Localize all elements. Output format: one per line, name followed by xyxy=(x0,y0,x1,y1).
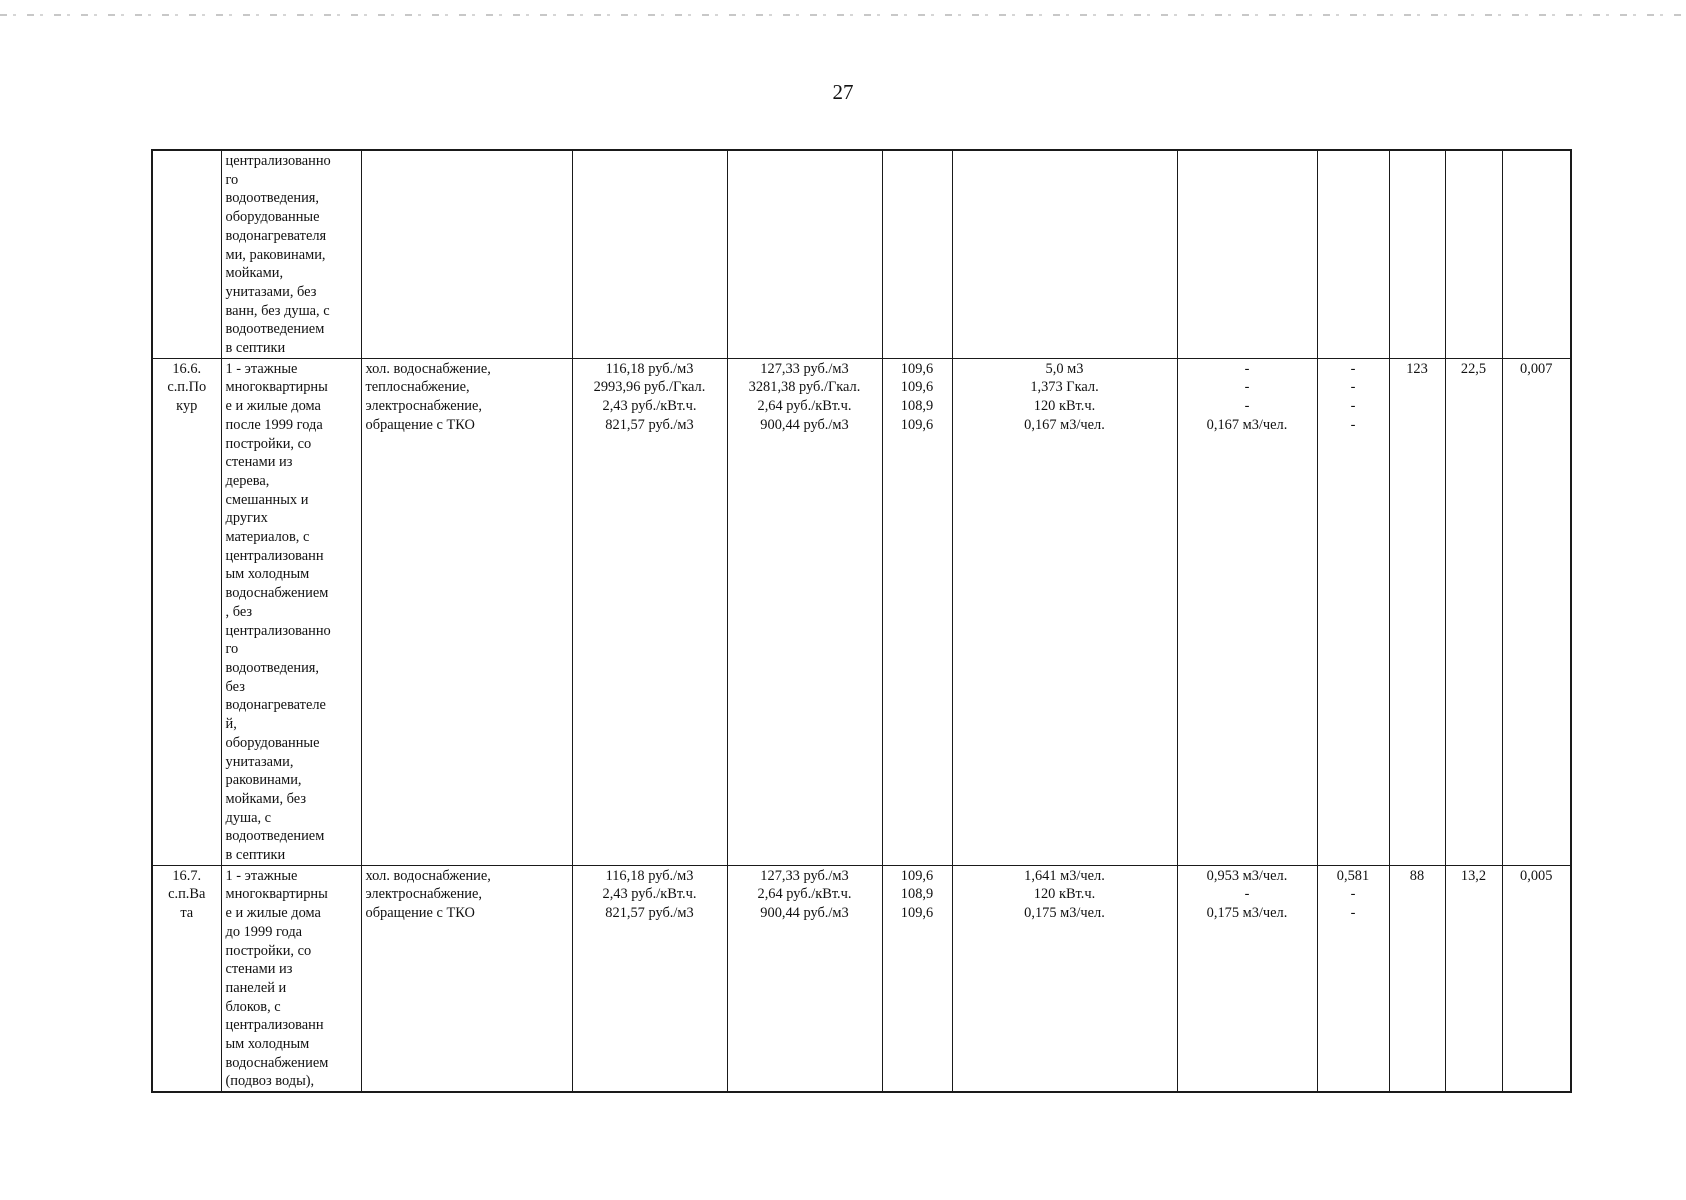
cell-line: 0,953 м3/чел. xyxy=(1206,867,1288,884)
cell-line: оборудованные xyxy=(225,209,320,226)
cell-line: в септики xyxy=(225,847,286,864)
cell-line: 821,57 руб./м3 xyxy=(605,905,694,922)
cell-volume-2 xyxy=(1177,358,1317,865)
cell-volume-3 xyxy=(1317,358,1389,865)
cell-description xyxy=(221,358,361,865)
cell-line: го xyxy=(225,171,239,188)
cell-line: (подвоз воды), xyxy=(225,1073,315,1090)
cell-line: 2,64 руб./кВт.ч. xyxy=(757,398,852,415)
cell-line: 0,581 xyxy=(1336,867,1370,884)
cell-services xyxy=(361,150,572,358)
cell-line: многоквартирны xyxy=(225,886,328,903)
cell-line: 16.7. xyxy=(172,867,202,884)
cell-line: хол. водоснабжение, xyxy=(365,360,491,377)
cell-volume xyxy=(952,865,1177,1092)
cell-line: - xyxy=(1244,360,1250,377)
cell-line: й, xyxy=(225,716,237,733)
cell-line: других xyxy=(225,510,268,527)
cell-value-1 xyxy=(1389,150,1445,358)
cell-line: 1,373 Гкал. xyxy=(1030,379,1099,396)
cell-value-2: 22,5 xyxy=(1445,358,1502,865)
cell-line: 109,6 xyxy=(900,416,934,433)
cell-services xyxy=(361,865,572,1092)
cell-line: , без xyxy=(225,603,253,620)
cell-line: кур xyxy=(176,398,198,415)
cell-line: - xyxy=(1350,886,1356,903)
cell-line: стенами из xyxy=(225,961,293,978)
cell-line: в септики xyxy=(225,340,286,357)
cell-description xyxy=(221,150,361,358)
cell-line: 3281,38 руб./Гкал. xyxy=(748,379,861,396)
cell-line: - xyxy=(1244,379,1250,396)
cell-tariff-prev xyxy=(572,865,727,1092)
cell-services xyxy=(361,358,572,865)
cell-line: ми, раковинами, xyxy=(225,246,326,263)
table-row xyxy=(152,865,1571,1092)
cell-line: 116,18 руб./м3 xyxy=(605,360,694,377)
cell-line: 108,9 xyxy=(900,398,934,415)
cell-line: водоотведения, xyxy=(225,659,320,676)
cell-line: го xyxy=(225,641,239,658)
cell-line: панелей и xyxy=(225,979,287,996)
cell-tariff-new xyxy=(727,150,882,358)
cell-index xyxy=(882,865,952,1092)
cell-line: 1 - этажные xyxy=(225,360,298,377)
cell-line: централизованн xyxy=(225,1017,324,1034)
cell-line: хол. водоснабжение, xyxy=(365,867,491,884)
cell-line: водоотведением xyxy=(225,828,325,845)
cell-volume-2 xyxy=(1177,865,1317,1092)
cell-line: 1 - этажные xyxy=(225,867,298,884)
page-number: 27 xyxy=(832,80,854,104)
cell-line: - xyxy=(1350,360,1356,377)
cell-line: централизованно xyxy=(225,153,331,169)
cell-line: унитазами, без xyxy=(225,283,317,300)
cell-line: - xyxy=(1244,886,1250,903)
cell-line: - xyxy=(1350,398,1356,415)
cell-line: электроснабжение, xyxy=(365,886,482,903)
cell-line: - xyxy=(1350,379,1356,396)
cell-line: централизованн xyxy=(225,547,324,564)
cell-volume xyxy=(952,358,1177,865)
cell-line: 120 кВт.ч. xyxy=(1033,886,1096,903)
cell-value-2 xyxy=(1445,150,1502,358)
cell-index xyxy=(882,358,952,865)
cell-tariff-new xyxy=(727,865,882,1092)
cell-line: 900,44 руб./м3 xyxy=(760,416,849,433)
table-row xyxy=(152,150,1571,358)
cell-line: душа, с xyxy=(225,809,272,826)
cell-line: 108,9 xyxy=(900,886,934,903)
cell-value-3 xyxy=(1502,150,1571,358)
cell-line: постройки, со xyxy=(225,942,312,959)
cell-line: блоков, с xyxy=(225,998,281,1015)
cell-line: 116,18 руб./м3 xyxy=(605,867,694,884)
cell-line: е и жилые дома xyxy=(225,905,321,922)
cell-number xyxy=(152,358,221,865)
cell-line: унитазами, xyxy=(225,753,294,770)
cell-line: материалов, с xyxy=(225,529,310,546)
cell-tariff-prev xyxy=(572,358,727,865)
cell-line: ым холодным xyxy=(225,1036,310,1053)
cell-line: смешанных и xyxy=(225,491,309,508)
cell-line: ванн, без душа, с xyxy=(225,302,330,319)
cell-line: 109,6 xyxy=(900,379,934,396)
cell-line: ым холодным xyxy=(225,566,310,583)
cell-line: 2,64 руб./кВт.ч. xyxy=(757,886,852,903)
cell-number xyxy=(152,865,221,1092)
cell-line: раковинами, xyxy=(225,772,302,789)
cell-line: водонагревателя xyxy=(225,227,327,244)
cell-line: дерева, xyxy=(225,472,270,489)
cell-line: водоснабжением xyxy=(225,1054,329,1071)
cell-description xyxy=(221,865,361,1092)
cell-line: 127,33 руб./м3 xyxy=(760,360,849,377)
cell-volume xyxy=(952,150,1177,358)
cell-line: с.п.Ва xyxy=(168,886,206,903)
cell-line: 0,167 м3/чел. xyxy=(1024,416,1105,433)
cell-line: 0,175 м3/чел. xyxy=(1206,905,1288,922)
cell-line: до 1999 года xyxy=(225,923,303,940)
cell-line: электроснабжение, xyxy=(365,398,482,415)
cell-value-3: 0,007 xyxy=(1502,358,1571,865)
cell-line: 1,641 м3/чел. xyxy=(1024,867,1105,884)
cell-line: водоотведением xyxy=(225,321,325,338)
cell-number xyxy=(152,150,221,358)
cell-line: водоотведения, xyxy=(225,190,320,207)
table-row xyxy=(152,358,1571,865)
cell-line: та xyxy=(180,905,194,922)
cell-line: многоквартирны xyxy=(225,379,328,396)
tariff-table xyxy=(151,149,1572,1093)
cell-value-1: 123 xyxy=(1389,358,1445,865)
cell-index xyxy=(882,150,952,358)
cell-volume-3 xyxy=(1317,150,1389,358)
cell-line: 127,33 руб./м3 xyxy=(760,867,849,884)
cell-line: 109,6 xyxy=(900,867,934,884)
cell-line: 900,44 руб./м3 xyxy=(760,905,849,922)
cell-line: обращение с ТКО xyxy=(365,905,475,922)
cell-line: водонагревателе xyxy=(225,697,326,714)
cell-volume-2 xyxy=(1177,150,1317,358)
cell-value-1: 88 xyxy=(1389,865,1445,1092)
cell-volume-3 xyxy=(1317,865,1389,1092)
cell-line: е и жилые дома xyxy=(225,398,321,415)
cell-line: - xyxy=(1244,398,1250,415)
cell-line: мойками, без xyxy=(225,790,307,807)
cell-line: 821,57 руб./м3 xyxy=(605,416,694,433)
cell-line: мойками, xyxy=(225,265,284,282)
cell-value-2: 13,2 xyxy=(1445,865,1502,1092)
cell-line: централизованно xyxy=(225,622,331,639)
cell-line: без xyxy=(225,678,245,695)
cell-line: стенами из xyxy=(225,454,293,471)
cell-line: 120 кВт.ч. xyxy=(1033,398,1096,415)
cell-line: водоснабжением xyxy=(225,585,329,602)
cell-line: с.п.По xyxy=(167,379,207,396)
cell-line: постройки, со xyxy=(225,435,312,452)
cell-line: теплоснабжение, xyxy=(365,379,470,396)
cell-line: 2,43 руб./кВт.ч. xyxy=(602,398,697,415)
cell-line: после 1999 года xyxy=(225,416,323,433)
cell-line: - xyxy=(1350,905,1356,922)
cell-value-3: 0,005 xyxy=(1502,865,1571,1092)
cell-line: 16.6. xyxy=(172,360,202,377)
cell-line: 0,167 м3/чел. xyxy=(1206,416,1288,433)
cell-line: 109,6 xyxy=(900,360,934,377)
cell-tariff-prev xyxy=(572,150,727,358)
cell-line: 2,43 руб./кВт.ч. xyxy=(602,886,697,903)
cell-line: оборудованные xyxy=(225,734,320,751)
cell-line: - xyxy=(1350,416,1356,433)
cell-line: 2993,96 руб./Гкал. xyxy=(593,379,706,396)
cell-tariff-new xyxy=(727,358,882,865)
scan-edge-noise xyxy=(0,14,1686,16)
cell-line: 0,175 м3/чел. xyxy=(1024,905,1105,922)
cell-line: обращение с ТКО xyxy=(365,416,475,433)
cell-line: 109,6 xyxy=(900,905,934,922)
cell-line: 5,0 м3 xyxy=(1045,360,1084,377)
